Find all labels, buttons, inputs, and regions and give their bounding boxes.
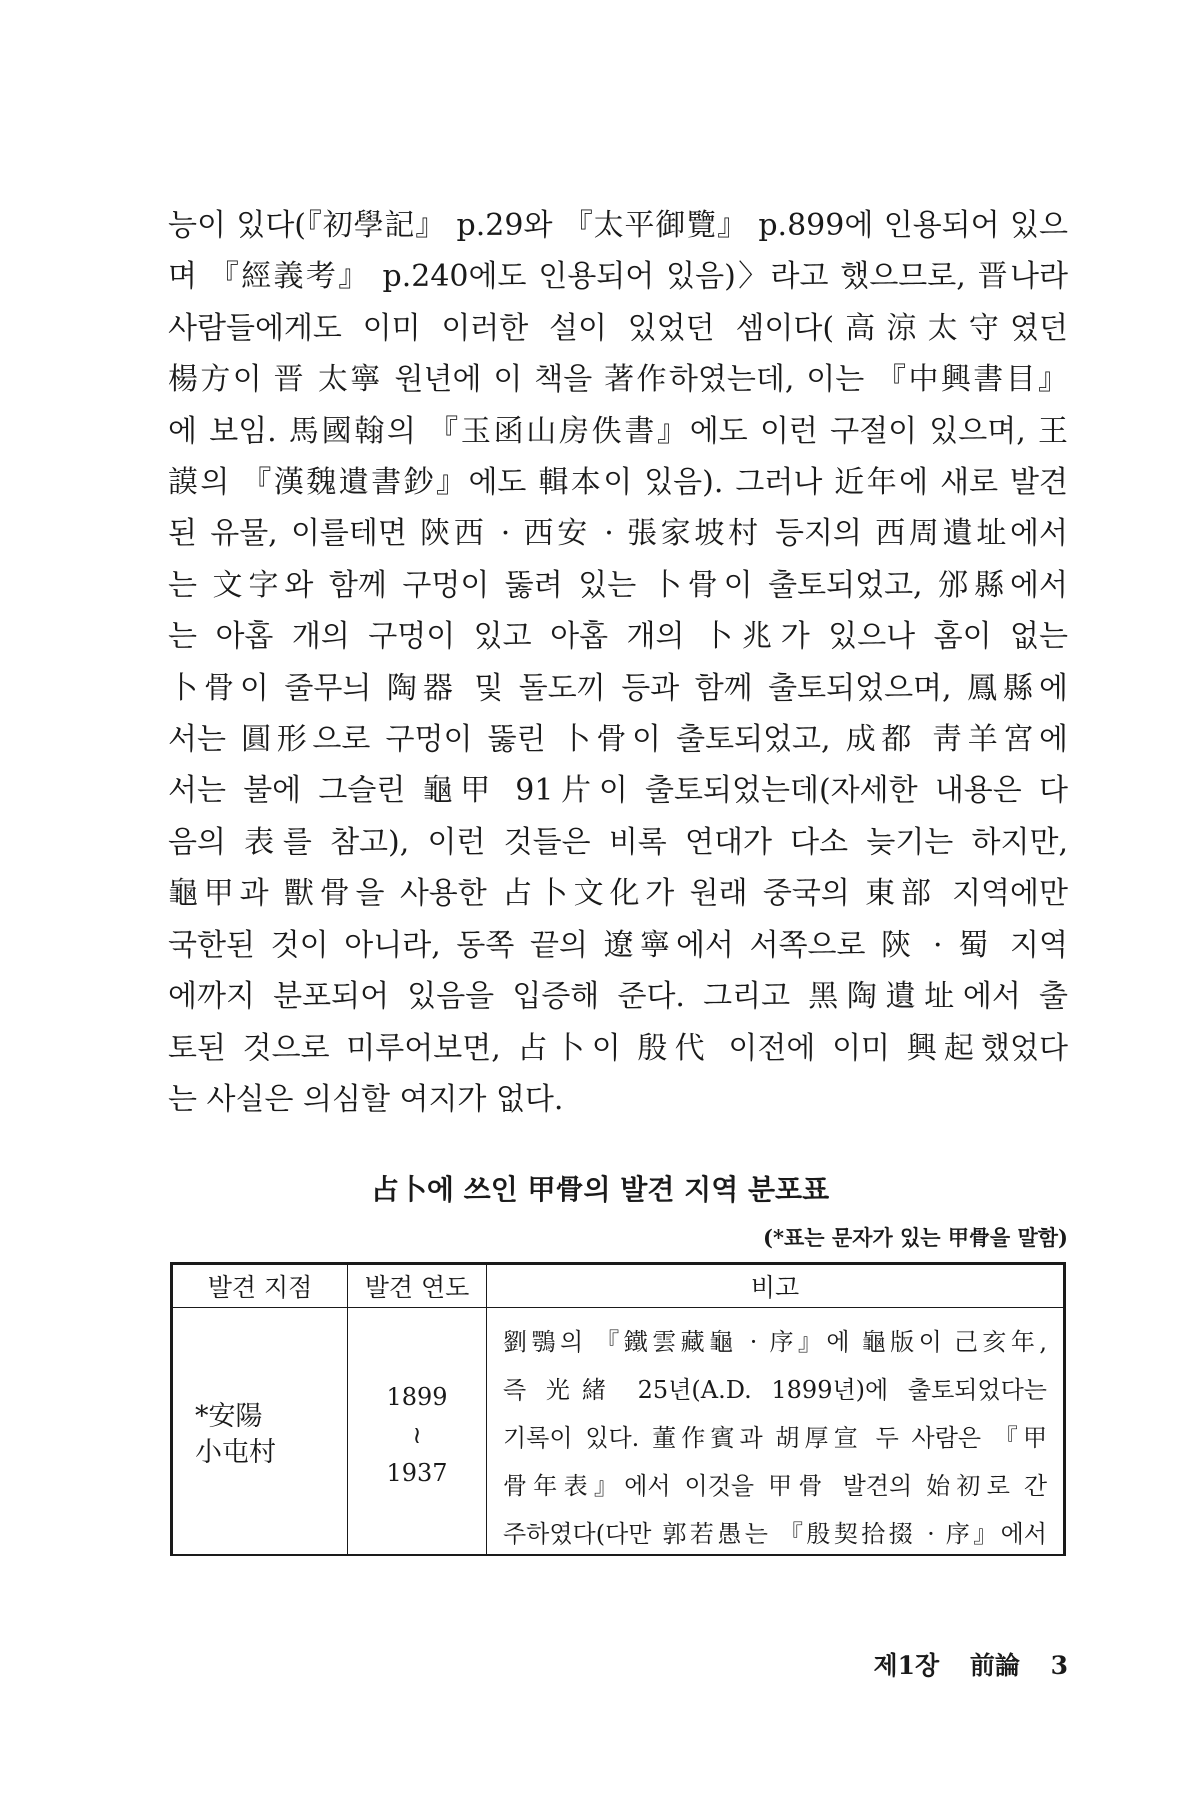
body-line: 는 文字와 함께 구멍이 뚫려 있는 卜骨이 출토되었고, 邠縣에서 — [168, 567, 1068, 603]
table-title: 占卜에 쓰인 甲骨의 발견 지역 분포표 — [370, 1173, 830, 1206]
page-footer — [859, 1646, 1068, 1682]
table-note: (*표는 문자가 있는 甲骨을 말함) — [763, 1225, 1068, 1250]
location-cell — [173, 1308, 348, 1557]
body-line: 龜甲과 獸骨을 사용한 占卜文化가 원래 중국의 東部 지역에만 — [168, 876, 1068, 912]
table — [172, 1264, 1064, 1556]
body-line: 토된 것으로 미루어보면, 占卜이 殷代 이전에 이미 興起했었다 — [168, 1030, 1068, 1066]
header-location: 발견 지점 — [173, 1265, 348, 1308]
year-cell — [348, 1308, 487, 1557]
footer-section: 前論 — [969, 1651, 1020, 1680]
body-line: 에 보임. 馬國翰의 『玉函山房佚書』에도 이런 구절이 있으며, 王 — [168, 413, 1068, 449]
body-line: 사람들에게도 이미 이러한 설이 있었던 셈이다(高涼太守였던 — [168, 310, 1068, 346]
location-line: 小屯村 — [195, 1437, 276, 1468]
remarks-line: 劉鶚의 『鐵雲藏龜 · 序』에 龜版이 己亥年, — [503, 1328, 1047, 1356]
year-start: 1899 — [386, 1383, 448, 1411]
remarks-line: 주하였다(다만 郭若愚는 『殷契拾掇 · 序』에서 — [503, 1520, 1047, 1548]
remarks-line: 骨年表』에서 이것을 甲骨 발견의 始初로 간 — [503, 1472, 1047, 1500]
body-line: 음의 表를 참고), 이런 것들은 비록 연대가 다소 늦기는 하지만, — [168, 824, 1068, 860]
table-row — [173, 1308, 1064, 1557]
body-line: 능이 있다(『初學記』 p.29와 『太平御覽』 p.899에 인용되어 있으 — [168, 208, 1068, 243]
year-separator: ≀ — [412, 1421, 422, 1449]
body-line: 에까지 분포되어 있음을 입증해 준다. 그리고 黑陶遺址에서 출 — [168, 979, 1068, 1015]
body-line: 는 사실은 의심할 여지가 없다. — [168, 1081, 564, 1117]
body-line: 謨의 『漢魏遺書鈔』에도 輯本이 있음). 그러나 近年에 새로 발견 — [168, 465, 1068, 501]
body-line: 卜骨이 줄무늬 陶器 및 돌도끼 등과 함께 출토되었으며, 鳳縣에 — [168, 670, 1068, 706]
body-line: 서는 圓形으로 구멍이 뚫린 卜骨이 출토되었고, 成都 靑羊宮에 — [168, 722, 1068, 758]
remarks-line: 즉 光緒 25년(A.D. 1899년)에 출토되었다는 — [503, 1376, 1047, 1404]
remarks-line: 기록이 있다. 董作賓과 胡厚宣 두 사람은 『甲 — [503, 1424, 1047, 1452]
location-line: *安陽 — [195, 1401, 263, 1432]
body-text — [168, 200, 1068, 1125]
body-line: 楊方이 晋 太寧 원년에 이 책을 著作하였는데, 이는 『中興書目』 — [168, 362, 1068, 398]
body-line: 서는 불에 그슬린 龜甲 91片이 출토되었는데(자세한 내용은 다 — [168, 773, 1068, 809]
body-line: 된 유물, 이를테면 陝西 · 西安 · 張家坡村 등지의 西周遺址에서 — [168, 516, 1068, 552]
body-line: 국한된 것이 아니라, 동쪽 끝의 遼寧에서 서쪽으로 陝 · 蜀 지역 — [168, 927, 1068, 963]
table-header-row — [173, 1265, 1064, 1308]
page-number: 3 — [1050, 1651, 1068, 1680]
footer-chapter: 제1장 — [873, 1651, 940, 1680]
header-remarks: 비고 — [487, 1265, 1064, 1308]
remarks-cell — [487, 1308, 1064, 1557]
year-end: 1937 — [386, 1459, 448, 1487]
body-line: 며 『經義考』 p.240에도 인용되어 있음)〉라고 했으므로, 晋나라 — [168, 259, 1068, 295]
distribution-table — [170, 1262, 1066, 1556]
body-line: 는 아홉 개의 구멍이 있고 아홉 개의 卜兆가 있으나 홈이 없는 — [168, 619, 1068, 655]
header-year: 발견 연도 — [348, 1265, 487, 1308]
